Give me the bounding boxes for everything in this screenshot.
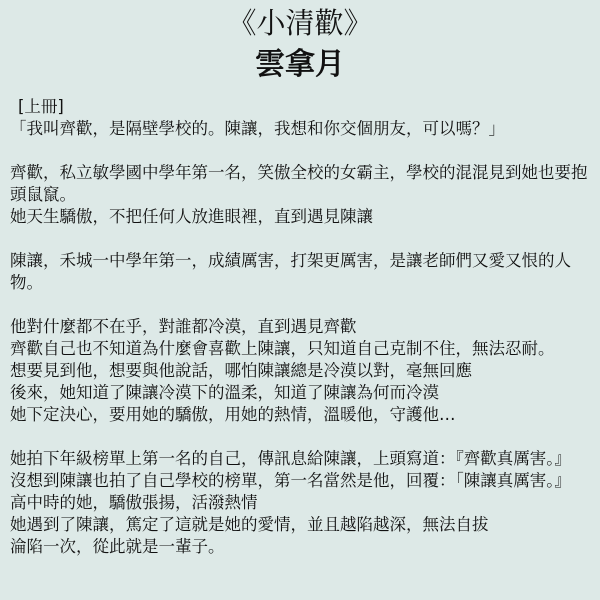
book-title: 《小清歡》	[227, 6, 373, 40]
synopsis-line: 陳讓，禾城一中學年第一，成績厲害，打架更厲害，是讓老師們又愛又恨的人物。	[10, 251, 571, 292]
synopsis-line: 齊歡，私立敏學國中學年第一名，笑傲全校的女霸主，學校的混混見到她也要抱頭鼠竄。	[10, 163, 588, 204]
paragraph-gap	[10, 228, 596, 250]
synopsis-body	[10, 96, 596, 558]
synopsis-line: 想要見到他，想要與他說話，哪怕陳讓總是冷漠以對，毫無回應	[10, 361, 472, 380]
paragraph-gap	[10, 140, 596, 162]
synopsis-line: 她拍下年級榜單上第一名的自己，傳訊息給陳讓，上頭寫道：『齊歡真厲害。』	[10, 449, 571, 468]
synopsis-line: 她遇到了陳讓，篤定了這就是她的愛情，並且越陷越深，無法自拔	[10, 515, 489, 534]
synopsis-line: 後來，她知道了陳讓冷漠下的溫柔，知道了陳讓為何而冷漠	[10, 383, 439, 402]
book-author: 雲拿月	[255, 47, 345, 82]
synopsis-line: 「我叫齊歡，是隔壁學校的。陳讓，我想和你交個朋友，可以嗎？」	[10, 119, 505, 138]
synopsis-line: 她下定決心，要用她的驕傲，用她的熱情，溫暖他，守護他…	[10, 405, 456, 424]
synopsis-line: 淪陷一次，從此就是一輩子。	[10, 537, 225, 556]
paragraph-gap	[10, 426, 596, 448]
synopsis-line: 他對什麼都不在乎，對誰都冷漠，直到遇見齊歡	[10, 317, 357, 336]
synopsis-line: 她天生驕傲，不把任何人放進眼裡，直到遇見陳讓	[10, 207, 373, 226]
paragraph-gap	[10, 294, 596, 316]
synopsis-line: 齊歡自己也不知道為什麼會喜歡上陳讓，只知道自己克制不住，無法忍耐。	[10, 339, 555, 358]
synopsis-line: 高中時的她，驕傲張揚，活潑熱情	[10, 493, 258, 512]
volume-label: [上冊]	[18, 97, 64, 116]
synopsis-line: 沒想到陳讓也拍了自己學校的榜單，第一名當然是他，回覆：「陳讓真厲害。』	[10, 471, 571, 490]
